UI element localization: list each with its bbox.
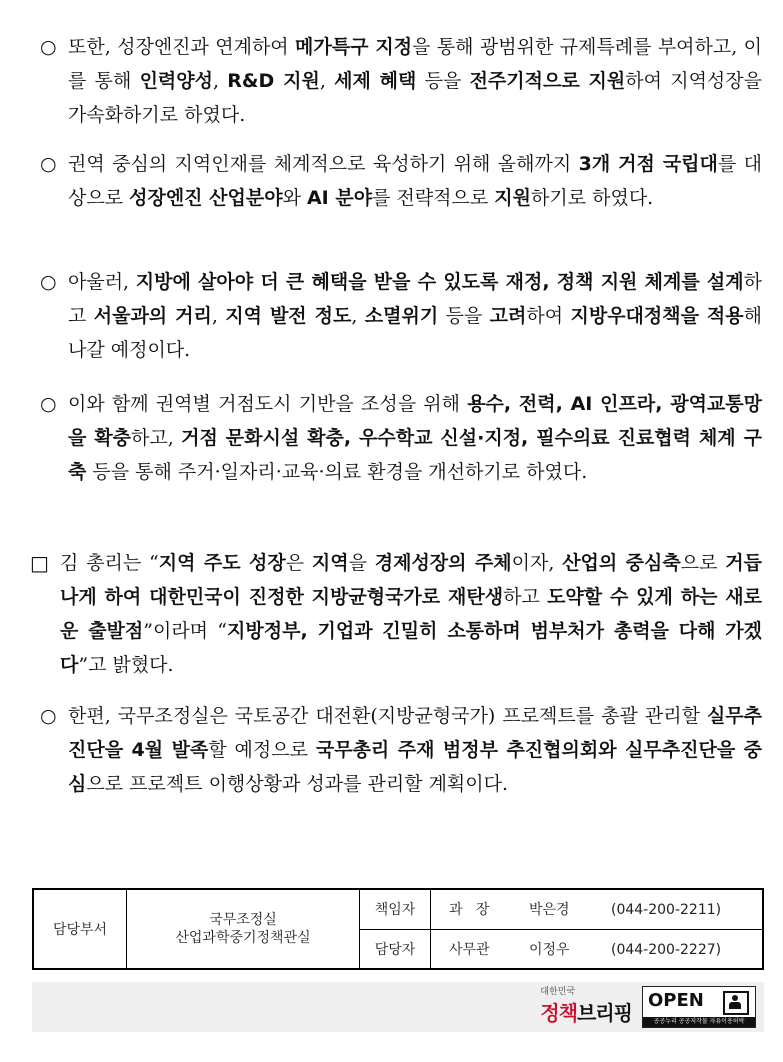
contact-title: 과 장	[449, 902, 490, 919]
circle-bullet: ○	[40, 271, 57, 293]
text-segment: 을 통해 광범위한 규제특례를 부여하고, 이를 통해	[68, 36, 762, 92]
bold-text-segment: 용수, 전력, AI 인프라, 광역교통망을 확충	[68, 393, 762, 449]
bullet-paragraph-3	[40, 265, 762, 367]
logo-black-text: 브리핑	[577, 1001, 632, 1025]
text-segment: 으로 프로젝트 이행상황과 성과를 관리할 계획이다.	[86, 773, 509, 795]
person-icon	[723, 991, 749, 1015]
paragraph-text	[68, 265, 762, 367]
text-segment: 이자,	[511, 552, 563, 574]
text-segment: 또한, 성장엔진과 연계하여	[68, 36, 296, 58]
korea-policy-briefing-logo	[540, 984, 632, 1026]
bullet-paragraph-2	[40, 147, 762, 215]
bold-text-segment: 지방에 살아야 더 큰 혜택을 받을 수 있도록 재정, 정책 지원 체계를 설계	[135, 271, 744, 293]
text-segment: 등을	[416, 70, 470, 92]
contact-table	[32, 888, 764, 970]
text-segment: 해나갈 예정이다.	[68, 305, 762, 361]
bold-text-segment: 거듭나게 하여 대한민국이 진정한 지방균형국가로 재탄생	[60, 552, 762, 608]
bold-text-segment: 지역 주도 성장	[158, 552, 286, 574]
text-segment: ,	[213, 70, 228, 92]
text-segment: ”고 밝혔다.	[78, 654, 174, 676]
bold-text-segment: 3개 거점 국립대	[578, 153, 718, 175]
dept-label: 담당부서	[33, 889, 127, 969]
logo-text	[540, 1001, 632, 1025]
bold-text-segment: 지원	[494, 187, 532, 209]
bold-text-segment: 세제 혜택	[334, 70, 417, 92]
bullet-paragraph-6	[40, 699, 762, 801]
square-bullet: □	[30, 551, 49, 575]
paragraph-text	[68, 699, 762, 801]
bold-text-segment: AI 분야	[306, 187, 373, 209]
dept-line-2: 산업과학중기정책관실	[175, 930, 311, 946]
role-staff: 담당자	[360, 929, 431, 969]
text-segment: 은	[285, 552, 312, 574]
bold-text-segment: 지역 발전 정도	[225, 305, 352, 327]
text-segment: 한편, 국무조정실은 국토공간 대전환(지방균형국가) 프로젝트를 총괄 관리할	[68, 705, 707, 727]
bold-text-segment: 고려	[489, 305, 527, 327]
text-segment: 하기로 하였다.	[531, 187, 654, 209]
text-segment: 등을	[438, 305, 490, 327]
bold-text-segment: 경제성장의 주체	[374, 552, 512, 574]
open-license-badge	[642, 986, 756, 1028]
circle-bullet: ○	[40, 705, 57, 727]
contact-phone: (044-200-2211)	[611, 902, 722, 919]
dept-line-1: 국무조정실	[209, 912, 277, 928]
text-segment: 아울러,	[68, 271, 136, 293]
bold-text-segment: 소멸위기	[364, 305, 439, 327]
text-segment: 하여 지역성장을 가속화하기로 하였다.	[68, 70, 762, 126]
text-segment: 하여	[526, 305, 571, 327]
bullet-paragraph-4	[40, 387, 762, 489]
text-segment: 이와 함께 권역별 거점도시 기반을 조성을 위해	[68, 393, 468, 415]
text-segment: 를 전략적으로	[372, 187, 495, 209]
circle-bullet: ○	[40, 153, 57, 175]
footer-bar	[32, 982, 764, 1032]
text-segment: 를 대상으로	[68, 153, 762, 209]
contact-detail-2	[431, 929, 764, 969]
bold-text-segment: R&D 지원	[227, 70, 320, 92]
bold-text-segment: 지방정부, 기업과 긴밀히 소통하며 범부처가 총력을 다해 가겠다	[60, 620, 763, 676]
paragraph-text	[68, 387, 762, 489]
bold-text-segment: 지방우대정책을 적용	[570, 305, 744, 327]
bold-text-segment: 산업의 중심축	[562, 552, 681, 574]
bullet-paragraph-1	[40, 30, 762, 132]
paragraph-text	[68, 30, 762, 132]
paragraph-text	[60, 546, 762, 682]
text-segment: 하고,	[131, 427, 182, 449]
logo-red-text: 정책	[540, 1001, 578, 1025]
text-segment: ”이라며 “	[143, 620, 228, 642]
circle-bullet: ○	[40, 393, 57, 415]
contact-name: 박은경	[529, 902, 570, 919]
contact-detail-1	[431, 889, 764, 929]
text-segment: ,	[351, 305, 365, 327]
text-segment: ,	[319, 70, 335, 92]
bold-text-segment: 서울과의 거리	[93, 305, 212, 327]
bold-text-segment: 실무추진단을 4월 발족	[68, 705, 762, 761]
box-paragraph	[30, 546, 762, 682]
text-segment: 으로	[680, 552, 726, 574]
text-segment: 하고	[503, 586, 548, 608]
bold-text-segment: 도약할 수 있게 하는 새로운 출발점	[60, 586, 763, 642]
contact-phone: (044-200-2227)	[611, 941, 722, 958]
bold-text-segment: 전주기적으로 지원	[469, 70, 626, 92]
circle-bullet: ○	[40, 36, 57, 58]
contact-name: 이정우	[529, 941, 570, 958]
text-segment: 하고	[68, 271, 762, 327]
bold-text-segment: 거점 문화시설 확충, 우수학교 신설·지정, 필수의료 진료협력 체계 구축	[68, 427, 762, 483]
role-responsible: 책임자	[360, 889, 431, 929]
open-word: OPEN	[648, 990, 704, 1011]
open-license-strip: 공공누리 공공저작물 자유이용허락	[643, 1017, 755, 1027]
bold-text-segment: 지역	[311, 552, 349, 574]
dept-name	[127, 889, 360, 969]
bold-text-segment: 메가특구 지정	[295, 36, 413, 58]
text-segment: 등을 통해 주거·일자리·교육·의료 환경을 개선하기로 하였다.	[86, 461, 588, 483]
text-segment: ,	[211, 305, 226, 327]
paragraph-text	[68, 147, 762, 215]
text-segment: 김 총리는 “	[60, 552, 159, 574]
bold-text-segment: 성장엔진 산업분야	[129, 187, 283, 209]
text-segment: 할 예정으로	[208, 739, 316, 761]
text-segment: 을	[348, 552, 375, 574]
bold-text-segment: 인력양성	[139, 70, 213, 92]
contact-title: 사무관	[449, 941, 490, 958]
logo-small-text: 대한민국	[540, 987, 576, 997]
bold-text-segment: 국무총리 주재 범정부 추진협의회와 실무추진단을 중심	[68, 739, 762, 795]
text-segment: 와	[282, 187, 307, 209]
text-segment: 권역 중심의 지역인재를 체계적으로 육성하기 위해 올해까지	[68, 153, 579, 175]
